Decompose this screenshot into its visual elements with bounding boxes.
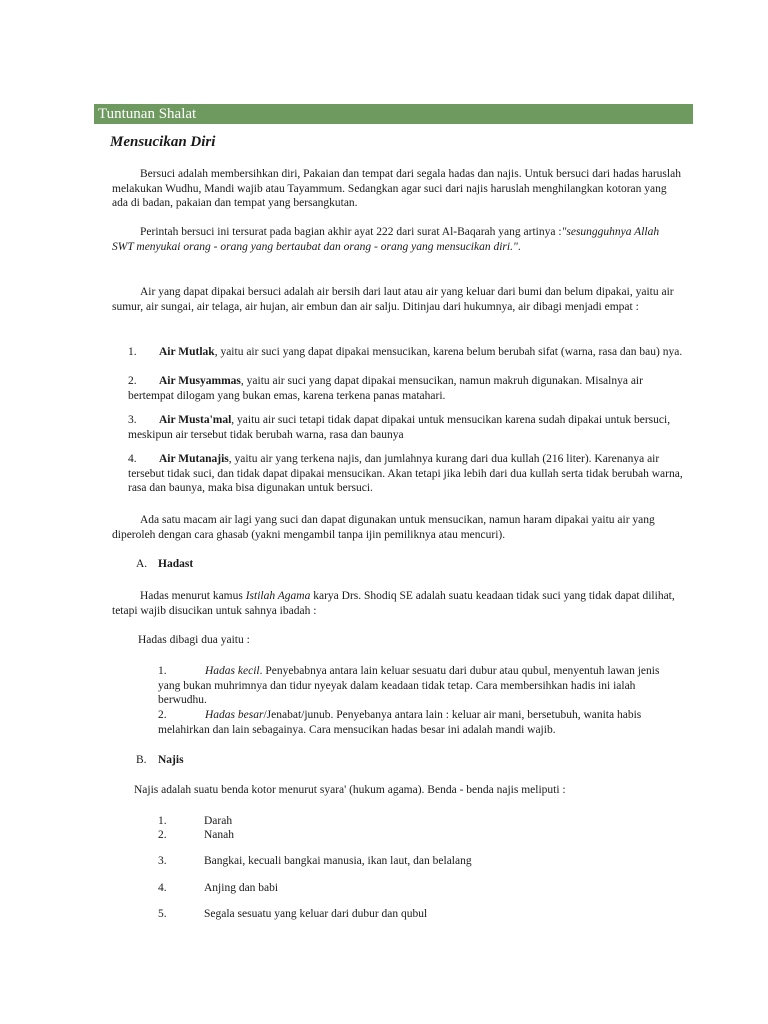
intro-paragraph-1: Bersuci adalah membersihkan diri, Pakaian dan tempat dari segala hadas dan najis. Untuk bersuci dari hadas haruslah melakukan Wudhu, Mandi wajib atau Tayammum. Sedangkan agar suci dari najis haruslah menghilangkan kotoran yang ada di badan, pakaian dan tempat yang bersangkutan. [112, 168, 681, 209]
list-item: Nanah [204, 829, 235, 841]
list-item-term: Air Mutanajis [159, 453, 229, 465]
list-number: 5. [158, 908, 167, 920]
page-title-bar [94, 104, 693, 124]
ghasab-paragraph: Ada satu macam air lagi yang suci dan dapat digunakan untuk mensucikan, namun haram dipakai yaitu air yang diperoleh dengan cara ghasab (yakni mengambil tanpa ijin pemiliknya atau mencuri). [112, 514, 655, 541]
hadast-text: karya Drs. Shodiq SE adalah suatu keadaan tidak suci yang tidak dapat dilihat, tetapi wajib disucikan untuk sahnya ibadah : [112, 590, 675, 617]
list-number: 2. [158, 829, 167, 841]
section-title: Mensucikan Diri [110, 134, 216, 150]
section-letter: A. [136, 558, 148, 570]
intro-paragraph-2-end: . [517, 240, 521, 253]
list-number: 1. [158, 665, 167, 677]
section-heading-najis: Najis [158, 754, 184, 766]
intro-paragraph-3: Air yang dapat dipakai bersuci adalah air bersih dari laut atau air yang keluar dari bumi dan belum dipakai, yaitu air sumur, air sungai, air telaga, air hujan, air embun dan air salju. Ditinjau dari hukumnya, air dibagi menjadi empat : [112, 286, 674, 313]
list-item-term: Hadas besar [205, 709, 264, 721]
list-item [158, 664, 680, 708]
intro-paragraph-2 [112, 225, 682, 254]
list-number: 1. [158, 815, 167, 827]
hadast-paragraph-1 [112, 589, 682, 618]
list-number: 4. [128, 453, 137, 465]
list-item-desc: , yaitu air suci yang dapat dipakai mensucikan, namun makruh digunakan. Misalnya air bertempat dilogam yang bukan emas, karena terkena panas matahari. [128, 375, 643, 402]
section-heading-hadast: Hadast [158, 558, 194, 570]
list-item-desc: , yaitu air suci yang dapat dipakai mensucikan, karena belum berubah sifat (warna, rasa dan bau) nya. [214, 346, 683, 358]
list-number: 1. [128, 346, 137, 358]
intro-paragraph-2-text: Perintah bersuci ini tersurat pada bagian akhir ayat 222 dari surat Al-Baqarah yang artinya : [140, 226, 562, 238]
list-item [128, 374, 683, 403]
list-item: Darah [204, 815, 233, 827]
hadast-text: Hadas menurut kamus [140, 590, 246, 602]
list-item-term: Air Musta'mal [159, 414, 232, 426]
list-item [128, 345, 683, 360]
list-item-term: Air Mutlak [159, 346, 215, 358]
list-item-desc: /Jenabat/junub. Penyebanya antara lain : keluar air mani, bersetubuh, wanita habis melahirkan dan lain sebagainya. Cara mensucikan hadas besar ini adalah mandi wajib. [158, 709, 642, 736]
list-item [128, 452, 683, 496]
list-item-term: Hadas kecil [205, 665, 260, 677]
hadast-paragraph-2: Hadas dibagi dua yaitu : [138, 634, 250, 646]
list-item: Bangkai, kecuali bangkai manusia, ikan laut, dan belalang [204, 855, 472, 867]
list-item: Segala sesuatu yang keluar dari dubur dan qubul [204, 908, 428, 920]
najis-paragraph: Najis adalah suatu benda kotor menurut syara' (hukum agama). Benda - benda najis meliputi : [134, 784, 566, 796]
list-item-desc: . Penyebabnya antara lain keluar sesuatu dari dubur atau qubul, menyentuh lawan jenis yang bukan muhrimnya dan tidur nyeyak dalam keadaan tidak tetap. Cara membersihkan hadis ini ialah berwudhu. [158, 665, 660, 706]
list-number: 4. [158, 882, 167, 894]
list-item [128, 413, 683, 442]
quran-quote: "sesungguhnya Allah SWT menyukai orang - orang yang bertaubat dan orang - orang yang mensucikan diri." [112, 226, 660, 253]
list-item [158, 708, 680, 737]
list-number: 2. [158, 709, 167, 721]
list-number: 2. [128, 375, 137, 387]
list-item-desc: , yaitu air yang terkena najis, dan jumlahnya kurang dari dua kullah (216 liter). Karenanya air tersebut tidak suci, dan tidak dapat dipakai mensucikan. Akan tetapi jika lebih dari dua kullah serta tidak berubah warna, rasa dan baunya, maka bisa digunakan untuk bersuci. [128, 453, 683, 494]
page-title: Tuntunan Shalat [98, 106, 197, 122]
hadast-source-title: Istilah Agama [245, 590, 311, 602]
list-item-term: Air Musyammas [159, 375, 241, 387]
list-item: Anjing dan babi [204, 882, 279, 894]
list-item-desc: , yaitu air suci tetapi tidak dapat dipakai untuk mensucikan karena sudah dipakai untuk bersuci, meskipun air tersebut tidak berubah warna, rasa dan baunya [128, 414, 671, 441]
list-number: 3. [158, 855, 167, 867]
list-number: 3. [128, 414, 137, 426]
section-letter: B. [136, 754, 147, 766]
